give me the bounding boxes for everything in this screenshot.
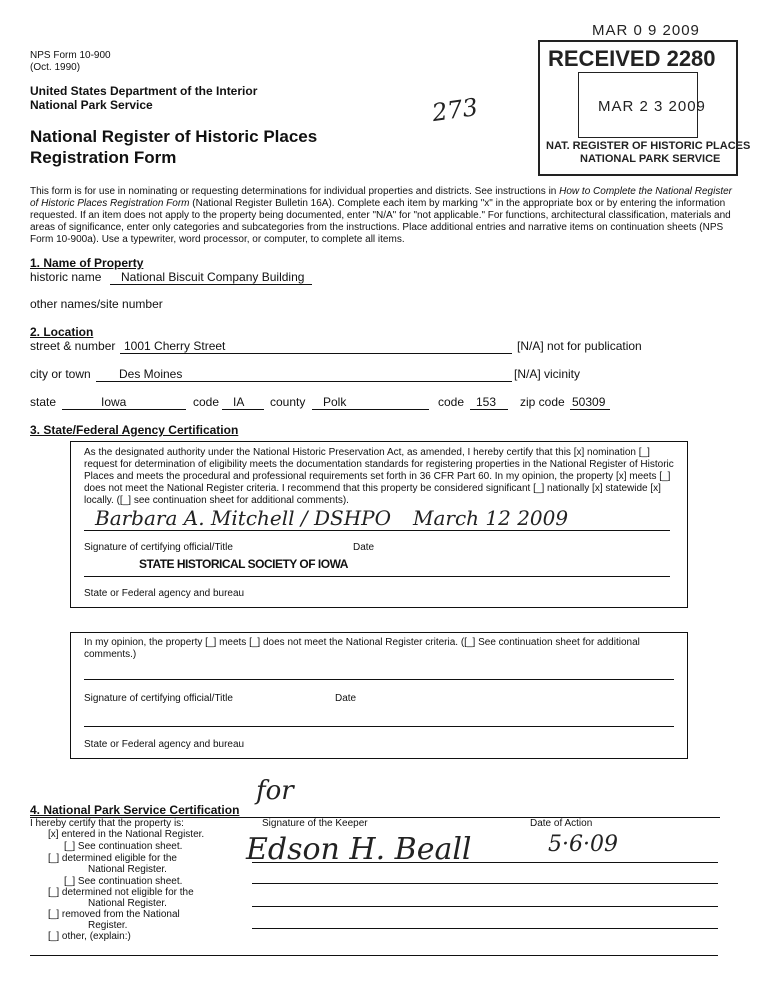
state-label: state — [30, 395, 57, 409]
instructions-part1: This form is for use in nominating or requesting determinations for individual properties and districts. See instructions in — [30, 186, 560, 197]
page-subtitle: Registration Form — [30, 148, 177, 167]
sig-date-label-2: Date — [335, 693, 357, 704]
instructions-part2: (National Register Bulletin 16A). Complete each item by marking "x" in the appropriate box or by entering the information requested. If an item does not apply to the property being documented, enter "N/A" for "not applicable." For functions, architectural classification, materials and areas of significance, enter only categories and subcategories from the instructions. Place additional entries and narrative items on continuation sheets (NPS Form 10-900a). Use a typewriter, word processor, or computer, to complete all items. — [30, 198, 731, 245]
other-names-label: other names/site number — [30, 297, 163, 311]
state-code-value[interactable]: IA — [233, 395, 245, 409]
county-line — [312, 409, 429, 410]
zip-label: zip code — [520, 395, 565, 409]
city-line — [96, 381, 512, 382]
street-value[interactable]: 1001 Cherry Street — [124, 339, 226, 353]
certifying-signature: Barbara A. Mitchell / DSHPO — [95, 506, 392, 530]
agency-label: State or Federal agency and bureau — [84, 588, 245, 599]
cert-item-continuation-2[interactable]: [_] See continuation sheet. — [64, 876, 183, 887]
section2-heading: 2. Location — [30, 325, 94, 339]
state-value[interactable]: Iowa — [101, 395, 127, 409]
certifying-date-value: March 12 2009 — [413, 506, 569, 530]
agency-line-1 — [84, 576, 670, 577]
cert-item-eligible-cont: National Register. — [88, 864, 167, 875]
cert-item-eligible[interactable]: [_] determined eligible for the — [48, 853, 177, 864]
street-line — [120, 353, 512, 354]
service: National Park Service — [30, 98, 153, 112]
sig-official-label-2: Signature of certifying official/Title — [84, 693, 233, 704]
cert-item-entered[interactable]: [x] entered in the National Register. — [48, 829, 205, 840]
county-code-line — [470, 409, 508, 410]
opinion-text: In my opinion, the property [_] meets [_] does not meet the National Register criteria. ([_] See continuation sheet for additional comments.) — [84, 637, 640, 660]
agency-label-2: State or Federal agency and bureau — [84, 739, 245, 750]
state-code-label: code — [193, 395, 220, 409]
date-of-action-label: Date of Action — [530, 818, 593, 829]
section1-heading: 1. Name of Property — [30, 256, 144, 270]
signature-line-1 — [84, 530, 670, 531]
sig-official-label: Signature of certifying official/Title — [84, 542, 233, 553]
received-stamp — [538, 40, 751, 176]
handwritten-for: for — [256, 776, 294, 806]
city-value[interactable]: Des Moines — [119, 367, 183, 381]
county-value[interactable]: Polk — [323, 395, 347, 409]
cert-item-not-eligible-cont: National Register. — [88, 898, 167, 909]
form-number: NPS Form 10-900 — [30, 50, 111, 61]
handwritten-number: 273 — [430, 92, 480, 128]
zip-value[interactable]: 50309 — [572, 395, 606, 409]
section3-heading: 3. State/Federal Agency Certification — [30, 423, 239, 437]
cert-item-continuation-1[interactable]: [_] See continuation sheet. — [64, 841, 183, 852]
vicinity: [N/A] vicinity — [514, 367, 581, 381]
signature-line-2 — [84, 679, 674, 680]
opinion-box — [70, 632, 688, 759]
department: United States Department of the Interior — [30, 84, 258, 98]
agency-name: STATE HISTORICAL SOCIETY OF IOWA — [139, 557, 348, 571]
certify-label: I hereby certify that the property is: — [30, 818, 184, 829]
state-cert-box — [70, 441, 688, 608]
cert-item-not-eligible[interactable]: [_] determined not eligible for the — [48, 887, 194, 898]
state-code-line — [222, 409, 264, 410]
keeper-label: Signature of the Keeper — [262, 818, 368, 829]
state-line — [62, 409, 186, 410]
received-inner-date: MAR 2 3 2009 — [598, 98, 706, 115]
not-for-publication: [N/A] not for publication — [517, 339, 642, 353]
bottom-rule — [30, 955, 718, 956]
city-label: city or town — [30, 367, 91, 381]
keeper-signature: Edson H. Beall — [246, 832, 472, 867]
street-label: street & number — [30, 339, 116, 353]
agency-line-2 — [84, 726, 674, 727]
county-code-label: code — [438, 395, 465, 409]
sig-date-label: Date — [353, 542, 375, 553]
keeper-line-4 — [252, 928, 718, 929]
historic-name-line — [110, 284, 312, 285]
page-title: National Register of Historic Places — [30, 127, 318, 146]
stamp-nat-register: NAT. REGISTER OF HISTORIC PLACES — [546, 140, 751, 152]
county-label: county — [270, 395, 306, 409]
cert-item-other[interactable]: [_] other, (explain:) — [48, 931, 131, 942]
historic-name-label: historic name — [30, 270, 102, 284]
county-code-value[interactable]: 153 — [476, 395, 497, 409]
zip-line — [570, 409, 610, 410]
section4-heading: 4. National Park Service Certification — [30, 803, 240, 817]
received-stamp-text: RECEIVED 2280 — [548, 46, 716, 71]
cert-item-removed[interactable]: [_] removed from the National — [48, 909, 180, 920]
keeper-line-1 — [252, 862, 718, 863]
keeper-line-3 — [252, 906, 718, 907]
stamp-date-top: MAR 0 9 2009 — [592, 22, 700, 39]
form-date: (Oct. 1990) — [30, 62, 81, 73]
date-of-action-value: 5·6·09 — [548, 832, 618, 857]
cert-text: As the designated authority under the National Historic Preservation Act, as amended, I hereby certify that this [x] nomination [_] request for determination of eligibility meets the documentation standards for registering properties in the National Register of Historic Places and meets the procedural and professional requirements set forth in 36 CFR Part 60. In my opinion, the property [x] meets [_] does not meet the National Register criteria. I recommend that this property be considered significant [_] nationally [x] statewide [x] locally. ([_] see continuation sheet for additional comments). — [84, 447, 674, 506]
stamp-nps: NATIONAL PARK SERVICE — [580, 153, 721, 165]
cert-item-removed-cont: Register. — [88, 920, 128, 931]
historic-name-value[interactable]: National Biscuit Company Building — [121, 270, 305, 284]
keeper-line-2 — [252, 883, 718, 884]
instructions-title: How to Complete the National Register of Historic Places Registration Form — [30, 186, 733, 209]
instructions — [30, 186, 742, 246]
